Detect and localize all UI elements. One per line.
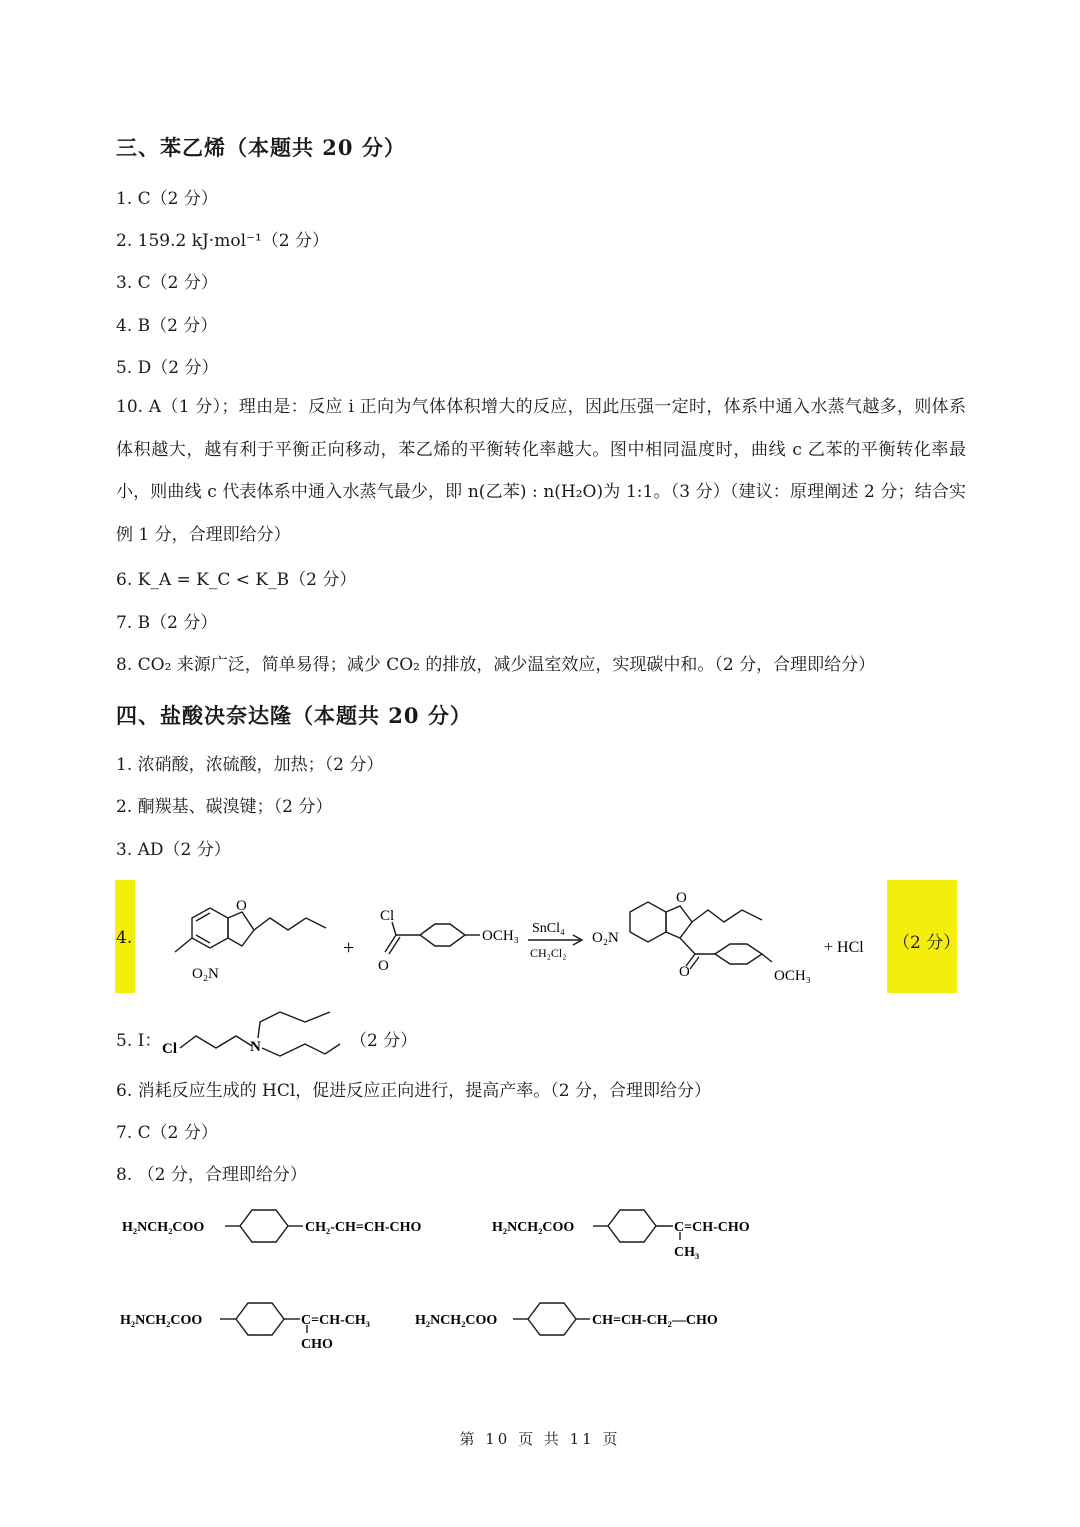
answer-3-4: 4. B（2 分） (116, 316, 218, 336)
answer-4-8-label: 8. （2 分，合理即给分） (116, 1165, 307, 1185)
answer-3-8: 8. CO₂ 来源广泛，简单易得；减少 CO₂ 的排放，减少温室效应，实现碳中和。（2 分，合理即给分） (116, 655, 876, 675)
benzene-ring-4 (715, 944, 762, 964)
answer-3-7: 7. B（2 分） (116, 613, 218, 633)
answer-4-2: 2. 酮羰基、碳溴键；（2 分） (116, 797, 333, 817)
hcl-product: + HCl (824, 939, 864, 956)
carbonyl-oxygen-2: O (679, 964, 690, 980)
butyl-chain-1 (254, 918, 326, 930)
plus-sign: + (343, 937, 355, 959)
answer-3-1: 1. C（2 分） (116, 189, 218, 209)
answer-3-10: 10. A（1 分）；理由是：反应 i 正向为气体体积增大的反应，因此压强一定时，体系中通入水蒸气越多，则体系体积越大，越有利于平衡正向移动，苯乙烯的平衡转化率越大。图中相同温度时，曲线 c 乙苯的平衡转化率最小，则曲线 c 代表体系中通入水蒸气最少，即 n(乙苯) : n(H₂O)为 1:1。（3 分）（建议：原理阐述 2 分；结合实例 1 分，合理即给分） (116, 397, 966, 545)
section-title-styrene: 三、苯乙烯（本题共 20 分） (116, 135, 406, 160)
methoxy-1: OCH₃ (482, 928, 519, 944)
no2-group-1: O₂N (192, 966, 219, 982)
butyl-chain-2 (692, 910, 762, 922)
isomer-4-right: CH=CH-CH₂—CHO (592, 1313, 718, 1328)
solvent-ch2cl2: CH₂Cl₂ (530, 946, 567, 960)
answer-3-3: 3. C（2 分） (116, 273, 218, 293)
furan-ring-1 (228, 912, 254, 946)
isomer-2-left: H₂NCH₂COO (492, 1220, 575, 1235)
benzene-ring-1 (192, 908, 228, 948)
isomer-2-substituent: CH₃ (674, 1245, 700, 1260)
answer-3-5: 5. D（2 分） (116, 358, 219, 378)
answer-4-5-label: 5. I： (116, 1031, 162, 1051)
carbonyl-oxygen-1: O (378, 958, 389, 974)
benzene-ring-3 (630, 902, 666, 942)
isomer-3-left: H₂NCH₂COO (120, 1313, 203, 1328)
answer-4-5-score: （2 分） (350, 1031, 418, 1051)
answer-4-3: 3. AD（2 分） (116, 840, 231, 860)
chlorine: Cl (380, 908, 395, 924)
furan-ring-2 (666, 906, 692, 938)
section-title-dronedarone: 四、盐酸决奈达隆（本题共 20 分） (116, 703, 472, 728)
chlorine-atom: Cl (162, 1041, 177, 1057)
oxygen-2: O (676, 890, 687, 906)
oxygen-1: O (236, 898, 247, 914)
benzene-ring-2 (420, 924, 465, 946)
methoxy-2: OCH₃ (774, 968, 811, 984)
answer-4-4-number: 4. (116, 928, 133, 948)
isomer-3-right: C=CH-CH₃ (301, 1313, 370, 1328)
isomer-structures (120, 1200, 800, 1370)
isomer-1-right: CH₂-CH=CH-CHO (305, 1220, 422, 1235)
answer-4-4-score: （2 分） (893, 933, 961, 953)
answer-4-6: 6. 消耗反应生成的 HCl，促进反应正向进行，提高产率。（2 分，合理即给分） (116, 1081, 712, 1101)
structure-I (160, 1008, 350, 1060)
isomer-1-left: H₂NCH₂COO (122, 1220, 205, 1235)
isomer-2-right: C=CH-CHO (674, 1220, 750, 1235)
reaction-scheme (130, 880, 890, 995)
answer-3-2: 2. 159.2 kJ·mol⁻¹（2 分） (116, 231, 330, 251)
page-footer: 第 10 页 共 11 页 (459, 1430, 621, 1448)
isomer-3-substituent: CHO (301, 1337, 333, 1352)
answer-3-6: 6. K_A = K_C < K_B（2 分） (116, 570, 357, 590)
answer-4-7: 7. C（2 分） (116, 1123, 218, 1143)
answer-4-1: 1. 浓硝酸，浓硫酸，加热；（2 分） (116, 755, 384, 775)
reagent-sncl4: SnCl₄ (532, 921, 565, 936)
no2-group-2: O₂N (592, 930, 619, 946)
isomer-4-left: H₂NCH₂COO (415, 1313, 498, 1328)
nitrogen-atom: N (250, 1039, 261, 1055)
